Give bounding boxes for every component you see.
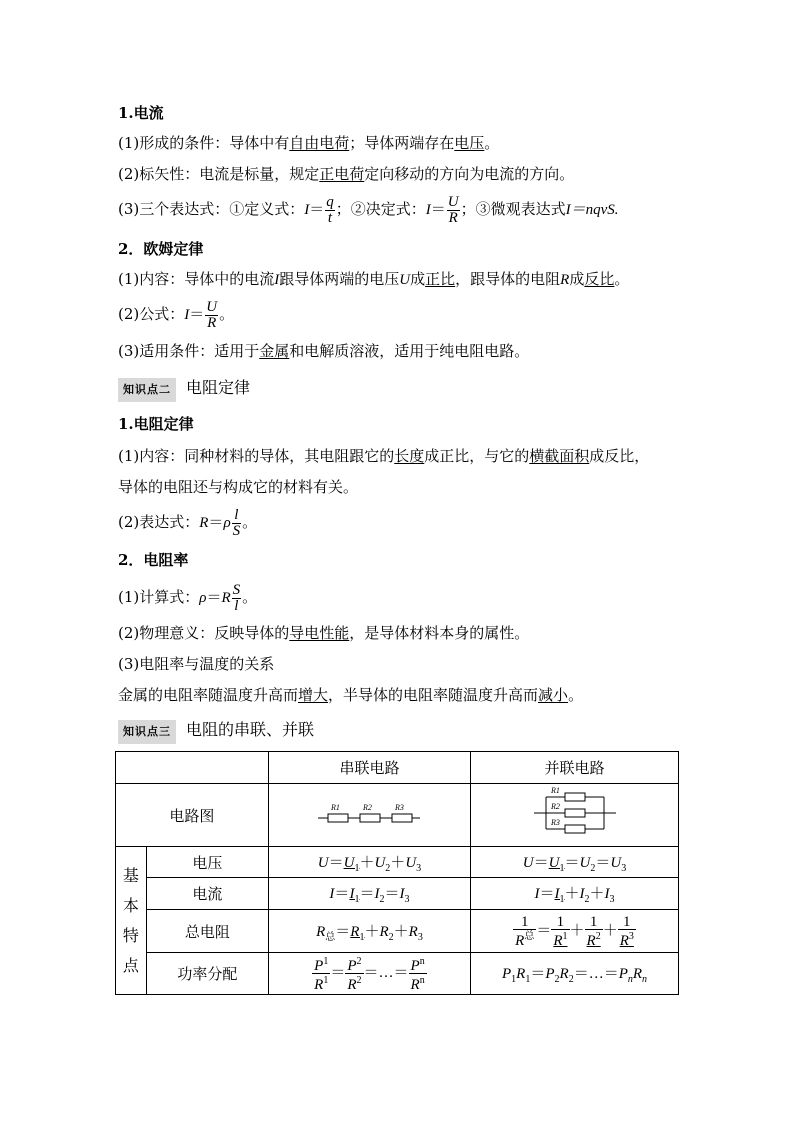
resistivity-change-line: 金属的电阻率随温度升高而增大，半导体的电阻率随温度升高而减小。 (118, 686, 584, 704)
parallel-label-r2: R2 (550, 802, 560, 811)
table-row-power (116, 953, 679, 995)
row-label-power: 功率分配 (146, 953, 268, 995)
row-label-voltage: 电压 (146, 847, 268, 878)
parallel-circuit-svg (530, 785, 620, 841)
row-label-resistance: 总电阻 (146, 910, 268, 953)
basic-features-label: 基 本 特 点 (116, 847, 147, 995)
header-series: 串联电路 (268, 752, 470, 784)
knowledge-point-2-heading: 知识点二 电阻定律 (118, 378, 250, 402)
table-row-current (116, 878, 679, 910)
series-power-cell: $\frac{P^1}{R^1}$ ＝ $\frac{P^2}{R^2}$ ＝…＝ $\frac{P^n}{R^n}$ (268, 953, 470, 995)
parallel-label-r1: R1 (550, 786, 560, 795)
resistance-content-line: (1)内容：同种材料的导体，其电阻跟它的长度成正比，与它的横截面积成反比， (118, 447, 650, 465)
label-r1: R1 (331, 803, 341, 812)
resistivity-meaning-line: (2)物理意义：反映导体的导电性能，是导体材料本身的属性。 (118, 624, 530, 642)
series-current-cell: $I=I_1=I_2=I_3$ (268, 878, 470, 910)
answer-decrease: 减小 (538, 686, 569, 704)
label-r3: R3 (395, 803, 405, 812)
resistor-r2 (360, 814, 380, 822)
fraction-q-over-t: $\frac{q}{t}$ (326, 193, 334, 226)
parallel-resistor-r3 (565, 825, 585, 833)
knowledge-point-badge: 知识点三 (118, 720, 176, 744)
answer-direct-proportion: 正比 (425, 270, 456, 288)
parallel-current-cell: $I=I_1+I_2+I_3$ (471, 878, 679, 910)
resistivity-formula-line: (1)计算式：ρ＝R $\frac{S}{l}$ 。 (118, 581, 258, 614)
parallel-resistor-r1 (565, 793, 585, 801)
section-ohm-law-title: 2．欧姆定律 (118, 240, 204, 258)
parallel-circuit-diagram (471, 784, 679, 847)
series-resistance-cell: $R_总=R_1+R_2+R_3$ (268, 910, 470, 953)
section-resistivity-title: 2．电阻率 (118, 551, 189, 569)
resistor-r3 (392, 814, 412, 822)
parallel-voltage-cell: $U=U_1=U_2=U_3$ (471, 847, 679, 878)
table-corner-cell (116, 752, 269, 784)
resistor-r1 (328, 814, 348, 822)
row-label-current: 电流 (146, 878, 268, 910)
row-label-diagram: 电路图 (116, 784, 269, 847)
resistance-material-line: 导体的电阻还与构成它的材料有关。 (118, 478, 359, 496)
section-current-title: 1.电流 (118, 104, 164, 122)
answer-cross-section: 横截面积 (529, 447, 590, 465)
answer-increase: 增大 (298, 686, 329, 704)
current-formulas-line: (3)三个表达式：①定义式：I＝ $\frac{q}{t}$ ；②决定式：I＝ $\frac{U}{R}$ ；③微观表达式I＝nqvS. (118, 193, 619, 226)
fraction-s-over-l: $\frac{S}{l}$ (232, 581, 241, 614)
ohm-scope-line: (3)适用条件：适用于金属和电解质溶液，适用于纯电阻电路。 (118, 342, 530, 360)
series-voltage-cell: $U=U_1+U_2+U_3$ (268, 847, 470, 878)
knowledge-point-3-heading: 知识点三 电阻的串联、并联 (118, 720, 314, 744)
answer-metal: 金属 (259, 342, 290, 360)
header-parallel: 并联电路 (471, 752, 679, 784)
answer-conductivity: 导电性能 (289, 624, 350, 642)
answer-length: 长度 (394, 447, 425, 465)
section-resistance-law-title: 1.电阻定律 (118, 415, 194, 433)
resistance-formula-line: (2)表达式：R＝ρ $\frac{l}{S}$ 。 (118, 506, 258, 539)
ohm-content-line: (1)内容：导体中的电流I跟导体两端的电压U成正比，跟导体的电阻R成反比。 (118, 270, 630, 288)
series-parallel-table (115, 751, 679, 995)
current-direction-line: (2)标矢性：电流是标量，规定正电荷定向移动的方向为电流的方向。 (118, 165, 575, 183)
knowledge-point-badge: 知识点二 (118, 378, 176, 402)
table-row-voltage (116, 847, 679, 878)
parallel-resistor-r2 (565, 809, 585, 817)
answer-inverse-proportion: 反比 (584, 270, 615, 288)
resistivity-temperature-line: (3)电阻率与温度的关系 (118, 655, 275, 673)
table-row-resistance (116, 910, 679, 953)
ohm-formula-line: (2)公式：I＝ $\frac{U}{R}$ 。 (118, 298, 235, 331)
fraction-ohm: $\frac{U}{R}$ (206, 298, 218, 331)
answer-free-charge: 自由电荷 (289, 134, 350, 152)
answer-voltage: 电压 (454, 134, 485, 152)
parallel-power-cell: $P_1R_1=P_2R_2=\dots=P_nR_n$ (471, 953, 679, 995)
label-r2: R2 (363, 803, 373, 812)
parallel-label-r3: R3 (550, 818, 560, 827)
fraction-l-over-s: $\frac{l}{S}$ (232, 506, 241, 539)
answer-positive-charge: 正电荷 (319, 165, 365, 183)
fraction-u-over-r: $\frac{U}{R}$ (447, 193, 459, 226)
table-header-row (116, 752, 679, 784)
series-circuit-diagram (268, 784, 470, 847)
series-circuit-svg (314, 798, 424, 828)
table-row-diagram (116, 784, 679, 847)
current-condition-line: (1)形成的条件：导体中有自由电荷；导体两端存在电压。 (118, 134, 500, 152)
parallel-resistance-cell: 1 $R^总$ ＝ $\frac{1}{R^1}$ ＋ $\frac{1}{R^2}$ ＋ $\frac{1}{R^3}$ (471, 910, 679, 953)
